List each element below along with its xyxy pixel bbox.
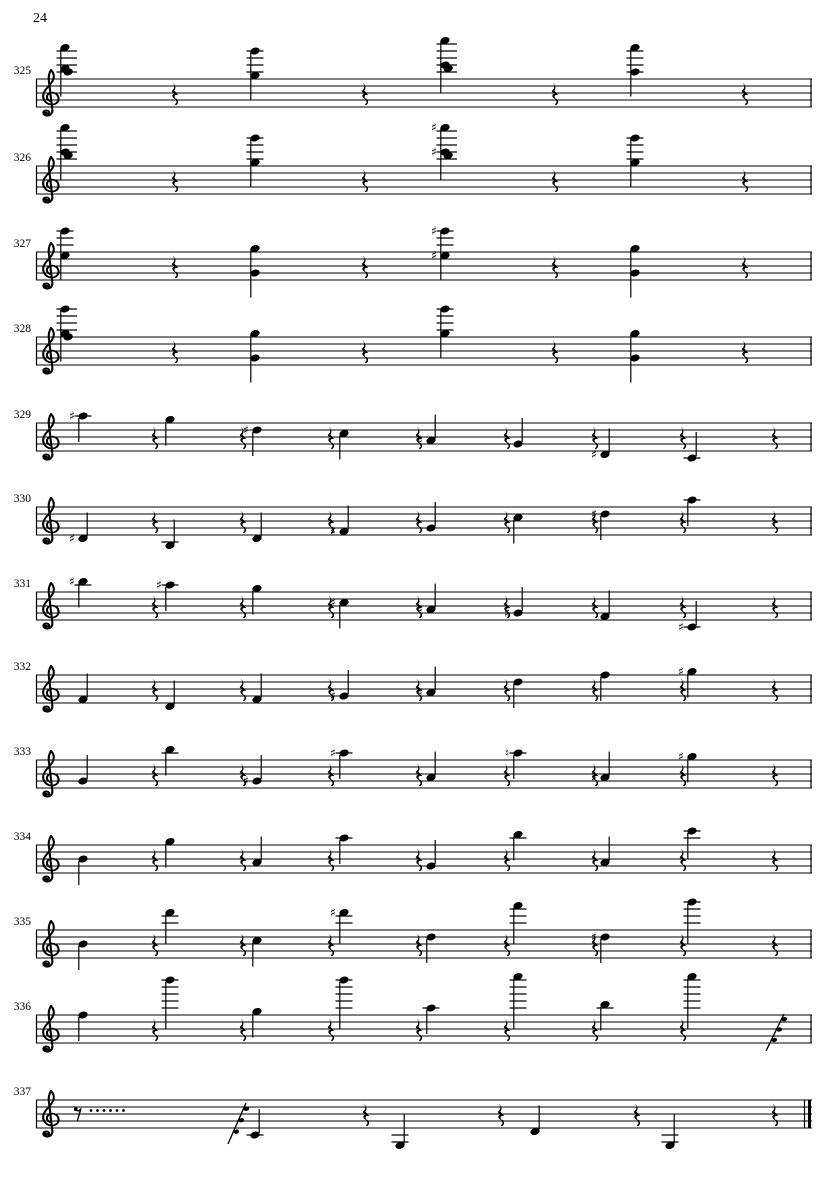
system-326 <box>14 121 812 203</box>
sharp-accidental: ♯ <box>330 595 336 610</box>
system-337 <box>14 1086 812 1150</box>
sharp-accidental: ♯ <box>69 409 75 424</box>
chord <box>57 43 78 97</box>
measure-number: 332 <box>13 661 31 673</box>
note <box>510 972 527 1029</box>
system-334 <box>14 826 812 885</box>
chord <box>57 304 78 361</box>
note <box>69 575 91 608</box>
measure-number: 329 <box>13 409 31 421</box>
chord <box>437 36 458 93</box>
measure-number: 334 <box>13 831 31 843</box>
sharp-accidental: ♯ <box>417 602 423 617</box>
note <box>591 752 610 785</box>
note <box>69 513 88 546</box>
sharp-accidental: ♯ <box>330 746 336 761</box>
measure-number: 328 <box>13 323 31 335</box>
system-331 <box>14 575 812 635</box>
sharp-accidental: ♯ <box>417 685 423 700</box>
note <box>78 939 89 970</box>
sharp-accidental: ♯ <box>417 433 423 448</box>
note <box>162 908 179 944</box>
staff-lines <box>36 166 812 194</box>
sharp-accidental: ♯ <box>591 507 597 522</box>
staff-lines <box>36 930 812 958</box>
staff-lines <box>36 845 812 873</box>
chord <box>247 46 264 100</box>
sharp-accidental: ♯ <box>431 248 437 263</box>
system-332 <box>14 661 812 712</box>
measure-number: 336 <box>13 1001 31 1013</box>
note <box>330 596 349 629</box>
note <box>330 906 352 944</box>
measure-number: 337 <box>13 1086 31 1098</box>
note <box>417 415 436 448</box>
chord <box>431 121 457 180</box>
note <box>684 972 701 1029</box>
sharp-accidental: ♯ <box>156 578 162 593</box>
system-330 <box>14 493 812 550</box>
staff-lines <box>36 507 812 535</box>
sharp-accidental: ♯ <box>69 531 75 546</box>
note <box>162 975 179 1029</box>
sharp-accidental: ♯ <box>431 145 437 160</box>
sharp-accidental: ♯ <box>243 423 249 438</box>
chord <box>627 133 644 187</box>
sharp-accidental: ♯ <box>678 664 684 679</box>
sharp-accidental: ♯ <box>330 689 336 704</box>
sharp-accidental: ♯ <box>431 224 437 239</box>
measure-number: 326 <box>13 152 31 164</box>
sharp-accidental: ♯ <box>678 620 684 635</box>
chord <box>247 133 264 187</box>
staff-lines <box>36 337 812 365</box>
staff-lines <box>36 592 812 620</box>
sharp-accidental: ♯ <box>591 447 597 462</box>
system-328 <box>14 304 812 382</box>
staff-lines <box>36 1100 812 1128</box>
note <box>417 667 436 700</box>
sharp-accidental: ♯ <box>431 120 437 135</box>
system-336 <box>14 972 812 1052</box>
system-335 <box>14 897 812 970</box>
system-333 <box>14 745 812 797</box>
measure-number: 330 <box>13 493 31 505</box>
note <box>417 584 436 617</box>
sharp-accidental: ♯ <box>330 905 336 920</box>
note <box>662 1114 679 1150</box>
sharp-accidental: ♯ <box>504 606 510 621</box>
system-327 <box>14 224 812 297</box>
sharp-accidental: ♯ <box>591 770 597 785</box>
note <box>684 826 701 859</box>
measure-number: 333 <box>13 746 31 758</box>
dot-row <box>90 1109 125 1112</box>
chord <box>57 123 78 180</box>
note <box>392 1114 409 1150</box>
sharp-accidental: ♯ <box>591 930 597 945</box>
note <box>510 901 527 944</box>
chord <box>437 304 454 358</box>
measure-number: 327 <box>13 238 31 250</box>
sharp-accidental: ♯ <box>243 774 249 789</box>
system-329 <box>14 409 812 463</box>
staff-lines <box>36 79 812 107</box>
staff-lines <box>36 252 812 280</box>
note <box>78 854 89 885</box>
measure-number: 325 <box>13 65 31 77</box>
system-325 <box>14 36 812 116</box>
sharp-accidental: ♯ <box>69 574 75 589</box>
sharp-accidental: ♯ <box>330 524 336 539</box>
staff-lines <box>36 675 812 703</box>
staff-lines <box>36 1015 812 1043</box>
grace-run <box>228 1103 250 1144</box>
sharp-accidental: ♯ <box>678 749 684 764</box>
measure-number: 335 <box>13 916 31 928</box>
staff-lines <box>36 760 812 788</box>
measure-number: 331 <box>13 578 31 590</box>
natural-accidental: ♮ <box>504 746 510 761</box>
grace-run <box>766 1014 788 1051</box>
chord <box>627 43 644 97</box>
note <box>336 975 353 1029</box>
staff-lines <box>36 423 812 451</box>
page-number: 24 <box>33 11 47 26</box>
